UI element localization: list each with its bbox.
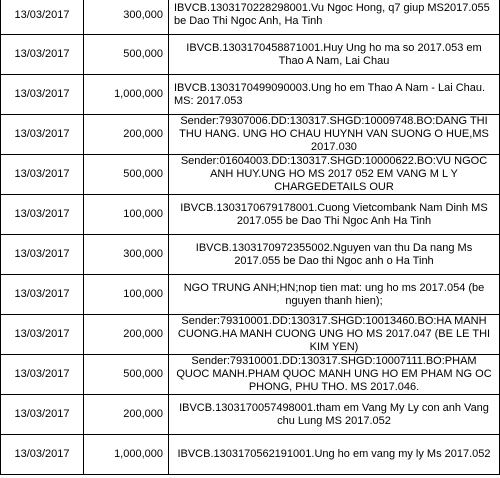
table-row xyxy=(1,435,500,475)
date-cell: 13/03/2017 xyxy=(1,395,84,435)
table-row xyxy=(1,315,500,355)
date-cell: 13/03/2017 xyxy=(1,275,84,315)
description-cell: IBVCB.1303170057498001.tham em Vang My Ly con anh Vang chu Lung MS 2017.052 xyxy=(169,395,500,435)
description-cell: IBVCB.1303170458871001.Huy Ung ho ma so 2017.053 em Thao A Nam, Lai Chau xyxy=(169,35,500,75)
table-row xyxy=(1,395,500,435)
description-cell: IBVCB.1303170562191001.Ung ho em vang my ly Ms 2017.052 xyxy=(169,435,500,475)
table-row xyxy=(1,155,500,195)
date-cell: 13/03/2017 xyxy=(1,235,84,275)
description-cell: IBVCB.1303170679178001.Cuong Vietcombank Nam Dinh MS 2017.055 be Dao Thi Ngoc Anh Ha Tinh xyxy=(169,195,500,235)
date-cell: 13/03/2017 xyxy=(1,435,84,475)
description-cell: IBVCB.1303170972355002.Nguyen van thu Da nang Ms 2017.055 be Dao thi Ngoc anh o Ha Tinh xyxy=(169,235,500,275)
table-row xyxy=(1,275,500,315)
table-row xyxy=(1,355,500,395)
date-cell: 13/03/2017 xyxy=(1,155,84,195)
description-cell: Sender:01604003.DD:130317.SHGD:10000622.BO:VU NGOC ANH HUY.UNG HO MS 2017 052 EM VANG M L Y CHARGEDETAILS OUR xyxy=(169,155,500,195)
table-row xyxy=(1,115,500,155)
amount-cell: 500,000 xyxy=(84,35,169,75)
table-row xyxy=(1,235,500,275)
amount-cell: 100,000 xyxy=(84,275,169,315)
amount-cell: 500,000 xyxy=(84,355,169,395)
date-cell: 13/03/2017 xyxy=(1,0,84,35)
date-cell: 13/03/2017 xyxy=(1,195,84,235)
date-cell: 13/03/2017 xyxy=(1,75,84,115)
amount-cell: 100,000 xyxy=(84,195,169,235)
date-cell: 13/03/2017 xyxy=(1,315,84,355)
amount-cell: 300,000 xyxy=(84,0,169,35)
description-cell: IBVCB.1303170228298001.Vu Ngoc Hong, q7 giup MS2017.055 be Dao Thi Ngoc Anh, Ha Tinh xyxy=(169,0,500,35)
table-row xyxy=(1,0,500,35)
table-row xyxy=(1,35,500,75)
description-cell: Sender:79310001.DD:130317.SHGD:10013460.BO:HA MANH CUONG.HA MANH CUONG UNG HO MS 2017.047 (BE LE THI KIM YEN) xyxy=(169,315,500,355)
amount-cell: 1,000,000 xyxy=(84,435,169,475)
amount-cell: 300,000 xyxy=(84,235,169,275)
amount-cell: 200,000 xyxy=(84,315,169,355)
description-cell: Sender:79307006.DD:130317.SHGD:10009748.BO:DANG THI THU HANG. UNG HO CHAU HUYNH VAN SUONG O HUE,MS 2017.030 xyxy=(169,115,500,155)
date-cell: 13/03/2017 xyxy=(1,35,84,75)
amount-cell: 200,000 xyxy=(84,115,169,155)
date-cell: 13/03/2017 xyxy=(1,355,84,395)
description-cell: Sender:79310001.DD:130317.SHGD:10007111.BO:PHAM QUOC MANH.PHAM QUOC MANH UNG HO EM PHAM NG OC PHONG, PHU THO. MS 2017.046. xyxy=(169,355,500,395)
amount-cell: 200,000 xyxy=(84,395,169,435)
table-row xyxy=(1,195,500,235)
description-cell: IBVCB.1303170499090003.Ung ho em Thao A Nam - Lai Chau. MS: 2017.053 xyxy=(169,75,500,115)
amount-cell: 1,000,000 xyxy=(84,75,169,115)
table-row xyxy=(1,75,500,115)
description-cell: NGO TRUNG ANH;HN;nop tien mat: ung ho ms 2017.054 (be nguyen thanh hien); xyxy=(169,275,500,315)
amount-cell: 500,000 xyxy=(84,155,169,195)
date-cell: 13/03/2017 xyxy=(1,115,84,155)
